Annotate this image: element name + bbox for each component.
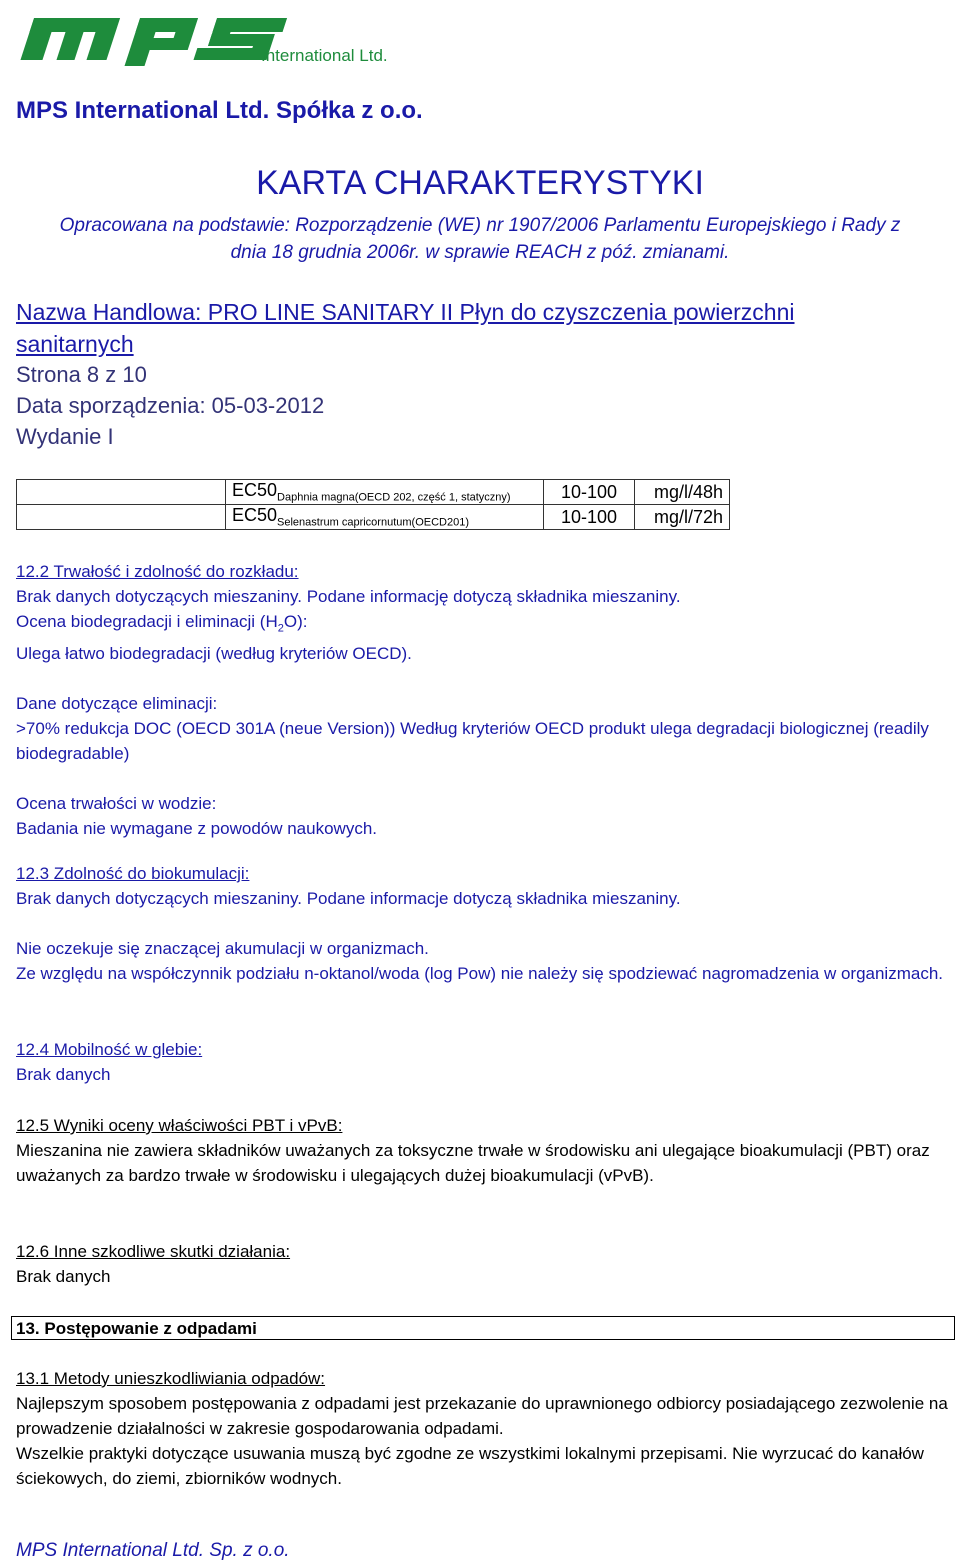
paragraph: Brak danych dotyczących mieszaniny. Podane informacje dotyczą składnika mieszaniny. — [16, 889, 681, 908]
logo-subtitle: International Ltd. — [261, 46, 388, 65]
creation-date: Data sporządzenia: 05-03-2012 — [16, 393, 325, 418]
section-heading: 12.6 Inne szkodliwe skutki działania: — [16, 1242, 291, 1261]
section-heading: 12.2 Trwałość i zdolność do rozkładu: — [16, 562, 299, 581]
section-13-1 — [16, 1366, 951, 1491]
paragraph — [16, 609, 951, 641]
edition: Wydanie I — [16, 424, 114, 449]
ec-species: Selenastrum capricornutum(OECD201) — [277, 516, 469, 529]
section-12-2 — [16, 559, 951, 841]
subtitle-line-2: dnia 18 grudnia 2006r. w sprawie REACH z póź. zmianami. — [230, 242, 730, 263]
paragraph: Wszelkie praktyki dotyczące usuwania muszą być zgodne ze wszystkimi lokalnymi przepisami. Nie wyrzucać do kanałów ściekowych, do ziemi, zbiorników wodnych. — [16, 1444, 924, 1488]
paragraph: Ulega łatwo biodegradacji (według kryteriów OECD). — [16, 644, 412, 664]
table-cell-unit: mg/l/48h — [635, 480, 730, 505]
section-heading: 12.5 Wyniki oceny właściwości PBT i vPvB: — [16, 1116, 343, 1135]
page-number: Strona 8 z 10 — [16, 362, 147, 387]
section-heading: 12.3 Zdolność do biokumulacji: — [16, 864, 250, 883]
table-cell-unit: mg/l/72h — [635, 505, 730, 530]
document-title: KARTA CHARAKTERYSTYKI — [256, 164, 704, 202]
table-cell-test — [226, 505, 544, 530]
paragraph: Mieszanina nie zawiera składników uważanych za toksyczne trwałe w środowisku ani ulegające bioakumulacji (PBT) oraz uważanych za bardzo trwałe w środowisku i ulegających dużej bioakumulacji (vPvB). — [16, 1141, 930, 1185]
table-row — [17, 505, 730, 530]
ec-label: EC50 — [232, 505, 278, 526]
text-part: O): — [283, 612, 308, 631]
section-12-4 — [16, 1037, 951, 1087]
table-cell-test — [226, 480, 544, 505]
subscript: 2 — [277, 622, 284, 635]
table-cell-empty — [17, 505, 226, 530]
ec-species: Daphnia magna(OECD 202, część 1, statyczny) — [277, 491, 511, 504]
label: Dane dotyczące eliminacji: — [16, 694, 218, 714]
paragraph: Badania nie wymagane z powodów naukowych. — [16, 819, 378, 839]
section-heading: 13.1 Metody unieszkodliwiania odpadów: — [16, 1369, 326, 1388]
paragraph: Najlepszym sposobem postępowania z odpadami jest przekazanie do uprawnionego odbiorcy posiadającego zezwolenie na prowadzenie działalności w zakresie gospodarowania odpadami. — [16, 1394, 948, 1438]
table-cell-value: 10-100 — [544, 505, 635, 530]
table-cell-empty — [17, 480, 226, 505]
subtitle-line-1: Opracowana na podstawie: Rozporządzenie (WE) nr 1907/2006 Parlamentu Europejskiego i Rady z — [59, 215, 901, 236]
table-row — [17, 480, 730, 505]
section-heading: 12.4 Mobilność w glebie: — [16, 1040, 203, 1059]
paragraph: Brak danych — [16, 1065, 111, 1084]
ec-label: EC50 — [232, 480, 278, 501]
text-part: Ocena biodegradacji i eliminacji (H — [16, 612, 278, 631]
footer-company: MPS International Ltd. Sp. z o.o. — [16, 1540, 290, 1561]
document-subtitle — [20, 212, 940, 266]
section-13-title: 13. Postępowanie z odpadami — [11, 1316, 955, 1340]
company-name: MPS International Ltd. Spółka z o.o. — [16, 97, 423, 124]
paragraph: Nie oczekuje się znaczącej akumulacji w organizmach. — [16, 939, 429, 958]
section-12-5 — [16, 1113, 951, 1188]
section-12-3 — [16, 861, 951, 986]
paragraph: Brak danych dotyczących mieszaniny. Podane informację dotyczą składnika mieszaniny. — [16, 587, 681, 606]
table-cell-value: 10-100 — [544, 480, 635, 505]
paragraph: Ze względu na współczynnik podziału n-oktanol/woda (log Pow) nie należy się spodziewać nagromadzenia w organizmach. — [16, 964, 943, 983]
trade-name-text: Nazwa Handlowa: PRO LINE SANITARY II Płyn do czyszczenia powierzchni sanitarnych — [16, 299, 795, 357]
section-12-6 — [16, 1239, 951, 1289]
label: Ocena trwałości w wodzie: — [16, 794, 217, 814]
trade-name — [16, 296, 916, 360]
paragraph: >70% redukcja DOC (OECD 301A (neue Version)) Według kryteriów OECD produkt ulega degradacji biologicznej (readily biodegradable) — [16, 719, 929, 764]
ecotoxicity-table — [16, 479, 730, 530]
paragraph: Brak danych — [16, 1267, 111, 1286]
company-logo — [16, 6, 396, 66]
